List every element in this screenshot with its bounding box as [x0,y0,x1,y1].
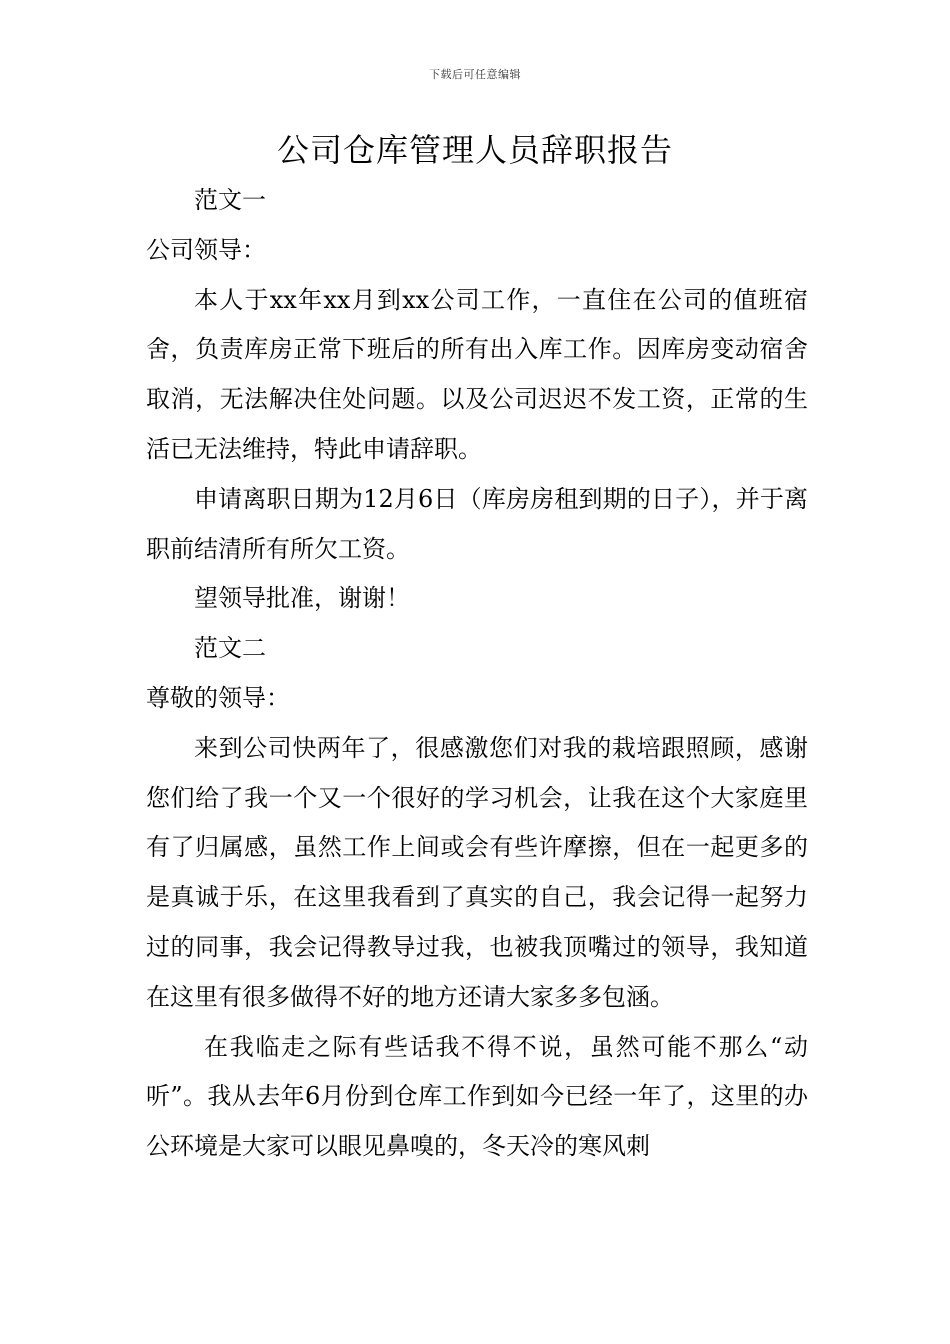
paragraph: 本人于xx年xx月到xx公司工作，一直住在公司的值班宿舍，负责库房正常下班后的所有出入库工作。因库房变动宿舍取消，无法解决住处问题。以及公司迟迟不发工资，正常的生活已无法维持，特此申请辞职。 [146,285,808,463]
salutation-2: 尊敬的领导： [146,683,290,712]
paragraph: 申请离职日期为12月6日（库房房租到期的日子），并于离职前结清所有所欠工资。 [146,484,808,563]
salutation-1: 公司领导： [146,235,266,264]
document-body [146,176,808,1172]
sample-heading-1: 范文一 [194,186,266,214]
paragraph: 来到公司快两年了，很感激您们对我的栽培跟照顾，感谢您们给了我一个又一个很好的学习机会，让我在这个大家庭里有了归属感，虽然工作上间或会有些许摩擦，但在一起更多的是真诚于乐，在这里我看到了真实的自己，我会记得一起努力过的同事，我会记得教导过我，也被我顶嘴过的领导，我知道在这里有很多做得不好的地方还请大家多多包涵。 [146,733,808,1011]
sample-heading-2: 范文二 [194,634,266,663]
paragraph: 望领导批准，谢谢！ [194,584,410,613]
header-note: 下载后可任意编辑 [429,68,521,81]
document-title: 公司仓库管理人员辞职报告 [276,131,673,169]
paragraph: 在我临走之际有些话我不得不说，虽然可能不那么“动听”。我从去年6月份到仓库工作到如今已经一年了，这里的办公环境是大家可以眼见鼻嗅的，冬天冷的寒风刺 [146,1032,808,1161]
